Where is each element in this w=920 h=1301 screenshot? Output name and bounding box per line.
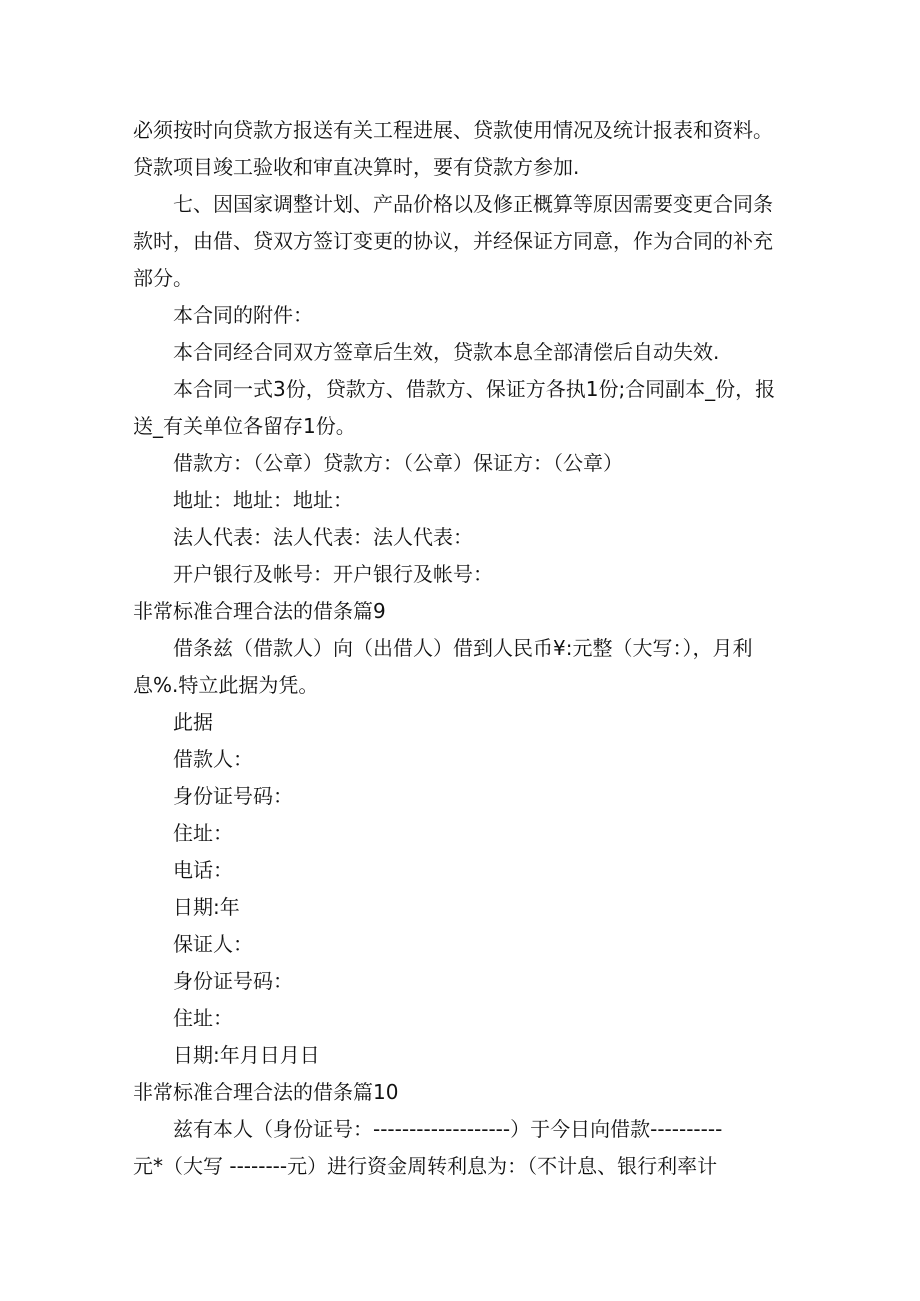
bank-account-line: 开户银行及帐号：开户银行及帐号：	[173, 562, 493, 586]
clause-seven-line: 七、因国家调整计划、产品价格以及修正概算等原因需要变更合同条	[173, 192, 773, 216]
text-line: 此据	[173, 710, 213, 734]
date-field: 日期:年	[173, 895, 240, 919]
attachment-line: 本合同的附件：	[173, 303, 313, 327]
guarantor-address-field: 住址：	[173, 1006, 233, 1030]
section-heading-9: 非常标准合理合法的借条篇9	[133, 599, 386, 623]
section-heading-10: 非常标准合理合法的借条篇10	[133, 1080, 399, 1104]
text-line: 贷款项目竣工验收和审直决算时，要有贷款方参加.	[133, 155, 580, 179]
effectiveness-line: 本合同经合同双方签章后生效，贷款本息全部清偿后自动失效.	[173, 340, 720, 364]
copies-line: 本合同一式3份，贷款方、借款方、保证方各执1份;合同副本_份，报	[173, 377, 776, 401]
guarantor-date-field: 日期:年月日月日	[173, 1043, 320, 1067]
id-number-field: 身份证号码：	[173, 784, 293, 808]
address-field: 住址：	[173, 821, 233, 845]
text-line: 元*（大写 --------元）进行资金周转利息为：（不计息、银行利率计	[133, 1154, 718, 1178]
borrower-field: 借款人：	[173, 747, 253, 771]
iou-text-line: 借条兹（借款人）向（出借人）借到人民币¥:元整（大写：），月利	[173, 636, 753, 660]
phone-field: 电话：	[173, 858, 233, 882]
text-line: 息%.特立此据为凭。	[133, 673, 319, 697]
guarantor-id-number-field: 身份证号码：	[173, 969, 293, 993]
legal-representative-line: 法人代表：法人代表：法人代表：	[173, 525, 473, 549]
text-line: 必须按时向贷款方报送有关工程进展、贷款使用情况及统计报表和资料。	[133, 118, 773, 142]
address-line: 地址：地址：地址：	[173, 488, 353, 512]
document-body	[133, 112, 781, 1185]
iou-text-line: 兹有本人（身份证号：-------------------）于今日向借款----------	[173, 1117, 723, 1141]
text-line: 款时，由借、贷双方签订变更的协议，并经保证方同意，作为合同的补充	[133, 229, 773, 253]
signature-parties-line: 借款方：（公章）贷款方：（公章）保证方：（公章）	[173, 451, 623, 475]
text-line: 部分。	[133, 266, 193, 290]
text-line: 送_有关单位各留存1份。	[133, 414, 356, 438]
guarantor-field: 保证人：	[173, 932, 253, 956]
